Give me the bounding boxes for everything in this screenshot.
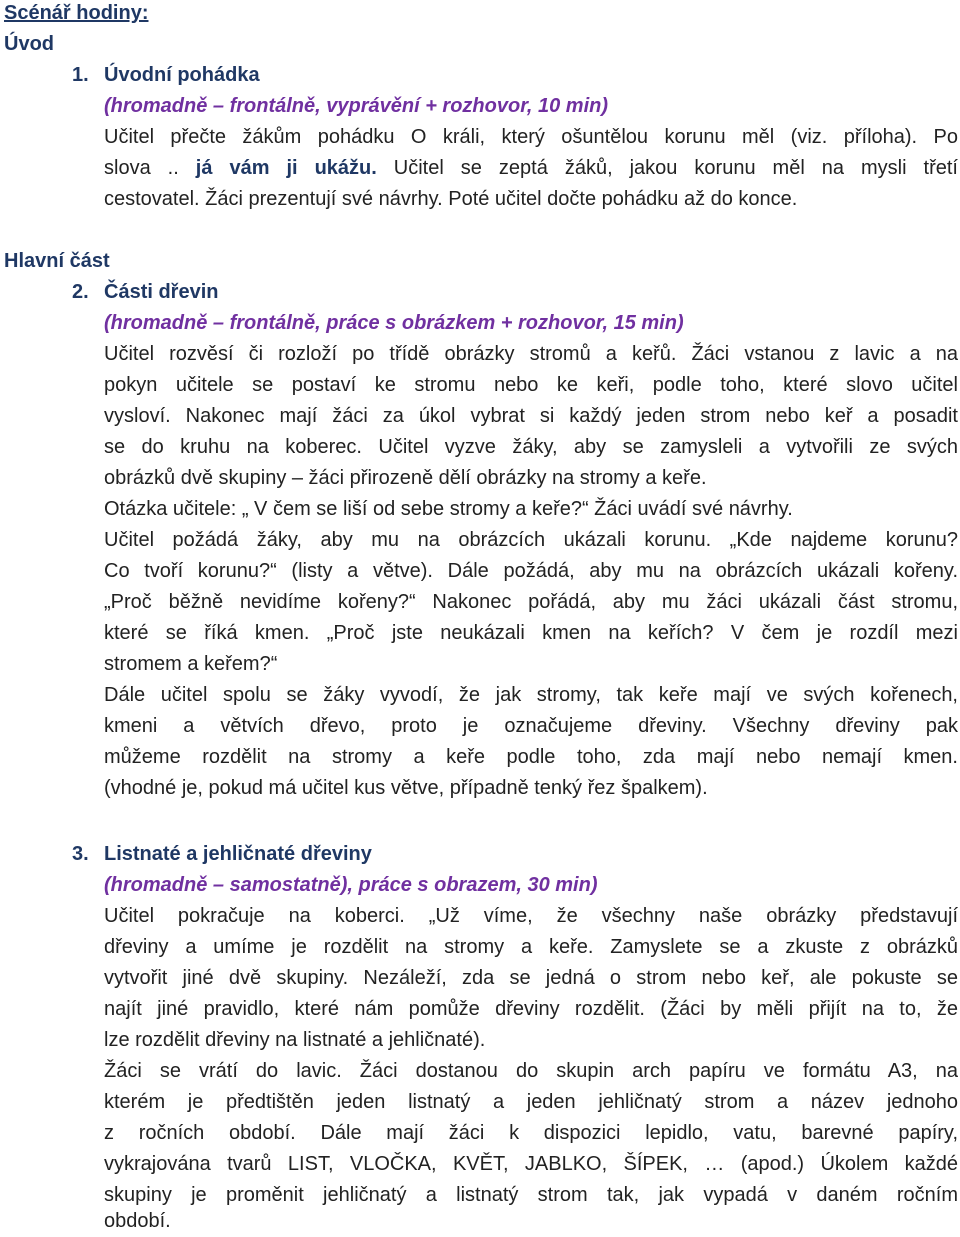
section-3-line-5: lze rozdělit dřeviny na listnaté a jehličnaté). bbox=[104, 1029, 486, 1051]
section-2-line-14: můžeme rozdělit na stromy a keře podle toho, zda mají nebo nemají kmen. bbox=[104, 746, 958, 768]
section-2-line-10: které se říká kmen. „Proč jste neukázali kmen na keřích? V čem je rozdíl mezi bbox=[104, 622, 958, 644]
section-2-line-2: pokyn učitele se postaví ke stromu nebo ke keři, podle toho, které slovo učitel bbox=[104, 374, 958, 396]
section-1-line-3: cestovatel. Žáci prezentují své návrhy. Poté učitel dočte pohádku až do konce. bbox=[104, 188, 798, 210]
section-1-line-2 bbox=[104, 153, 958, 184]
section-1-number: 1. bbox=[72, 64, 89, 86]
section-2-title: Části dřevin bbox=[104, 281, 219, 303]
section-3-number: 3. bbox=[72, 843, 89, 865]
section-2-line-3: vysloví. Nakonec mají žáci za úkol vybrat si každý jeden strom nebo keř a posadit bbox=[104, 405, 958, 427]
section-3-line-2: dřeviny a umíme je rozdělit na stromy a keře. Zamyslete se a zkuste z obrázků bbox=[104, 936, 958, 958]
section-2-line-6: Otázka učitele: „ V čem se liší od sebe stromy a keře?“ Žáci uvádí své návrhy. bbox=[104, 498, 793, 520]
scenario-title: Scénář hodiny: bbox=[4, 2, 149, 24]
section-3-line-4: najít jiné pravidlo, které nám pomůže dřeviny rozdělit. (Žáci by měli přijít na to, že bbox=[104, 998, 958, 1020]
section-1-quote: já vám ji ukážu. bbox=[195, 157, 377, 179]
section-3-line-6: Žáci se vrátí do lavic. Žáci dostanou do skupin arch papíru ve formátu A3, na bbox=[104, 1060, 958, 1082]
section-3-line-10: skupiny je proměnit jehličnatý a listnatý strom tak, jak vypadá v daném ročním bbox=[104, 1184, 958, 1206]
section-2-line-9: „Proč běžně nevidíme kořeny?“ Nakonec pořádá, aby mu žáci ukázali část stromu, bbox=[104, 591, 958, 613]
intro-title: Úvod bbox=[4, 33, 54, 55]
section-3-line-3: vytvořit jiné dvě skupiny. Nezáleží, zda se jedná o strom nebo keř, ale pokuste se bbox=[104, 967, 958, 989]
section-1-line-2-start: slova .. bbox=[104, 157, 196, 179]
section-1-subtitle: (hromadně – frontálně, vyprávění + rozhovor, 10 min) bbox=[104, 95, 609, 117]
section-2-line-12: Dále učitel spolu se žáky vyvodí, že jak stromy, tak keře mají ve svých kořenech, bbox=[104, 684, 958, 706]
section-2-heading bbox=[0, 277, 960, 308]
section-3-heading bbox=[0, 839, 960, 870]
section-3-subtitle: (hromadně – samostatně), práce s obrazem, 30 min) bbox=[104, 874, 598, 896]
section-1-title: Úvodní pohádka bbox=[104, 64, 260, 86]
section-2-line-4: se do kruhu na koberec. Učitel vyzve žáky, aby se zamysleli a vytvořili ze svých bbox=[104, 436, 958, 458]
section-1-heading bbox=[0, 60, 960, 91]
section-3-title: Listnaté a jehličnaté dřeviny bbox=[104, 843, 372, 865]
section-3-line-9: vykrajována tvarů LIST, VLOČKA, KVĚT, JABLKO, ŠÍPEK, … (apod.) Úkolem každé bbox=[104, 1153, 958, 1175]
section-2-line-7: Učitel požádá žáky, aby mu na obrázcích ukázali korunu. „Kde najdeme korunu? bbox=[104, 529, 958, 551]
section-3-line-11: období. bbox=[104, 1210, 171, 1232]
section-3-line-1: Učitel pokračuje na koberci. „Už víme, že všechny naše obrázky představují bbox=[104, 905, 958, 927]
section-2-line-5: obrázků dvě skupiny – žáci přirozeně dělí obrázky na stromy a keře. bbox=[104, 467, 707, 489]
main-part-title: Hlavní část bbox=[4, 250, 110, 272]
section-1-line-2-end: Učitel se zeptá žáků, jakou korunu měl na mysli třetí bbox=[376, 157, 958, 179]
section-2-line-15: (vhodné je, pokud má učitel kus větve, případně tenký řez špalkem). bbox=[104, 777, 708, 799]
section-2-number: 2. bbox=[72, 281, 89, 303]
section-3-line-8: z ročních období. Dále mají žáci k dispozici lepidlo, vatu, barevné papíry, bbox=[104, 1122, 958, 1144]
section-2-line-13: kmeni a větvích dřevo, proto je označujeme dřeviny. Všechny dřeviny pak bbox=[104, 715, 958, 737]
section-3-line-7: kterém je předtištěn jeden listnatý a jeden jehličnatý strom a název jednoho bbox=[104, 1091, 958, 1113]
section-2-line-1: Učitel rozvěsí či rozloží po třídě obrázky stromů a keřů. Žáci vstanou z lavic a na bbox=[104, 343, 958, 365]
section-2-subtitle: (hromadně – frontálně, práce s obrázkem + rozhovor, 15 min) bbox=[104, 312, 684, 334]
section-2-line-8: Co tvoří korunu?“ (listy a větve). Dále požádá, aby mu na obrázcích ukázali kořeny. bbox=[104, 560, 958, 582]
section-1-line-1: Učitel přečte žákům pohádku O králi, který ošuntělou korunu měl (viz. příloha). Po bbox=[104, 126, 958, 148]
section-2-line-11: stromem a keřem?“ bbox=[104, 653, 278, 675]
